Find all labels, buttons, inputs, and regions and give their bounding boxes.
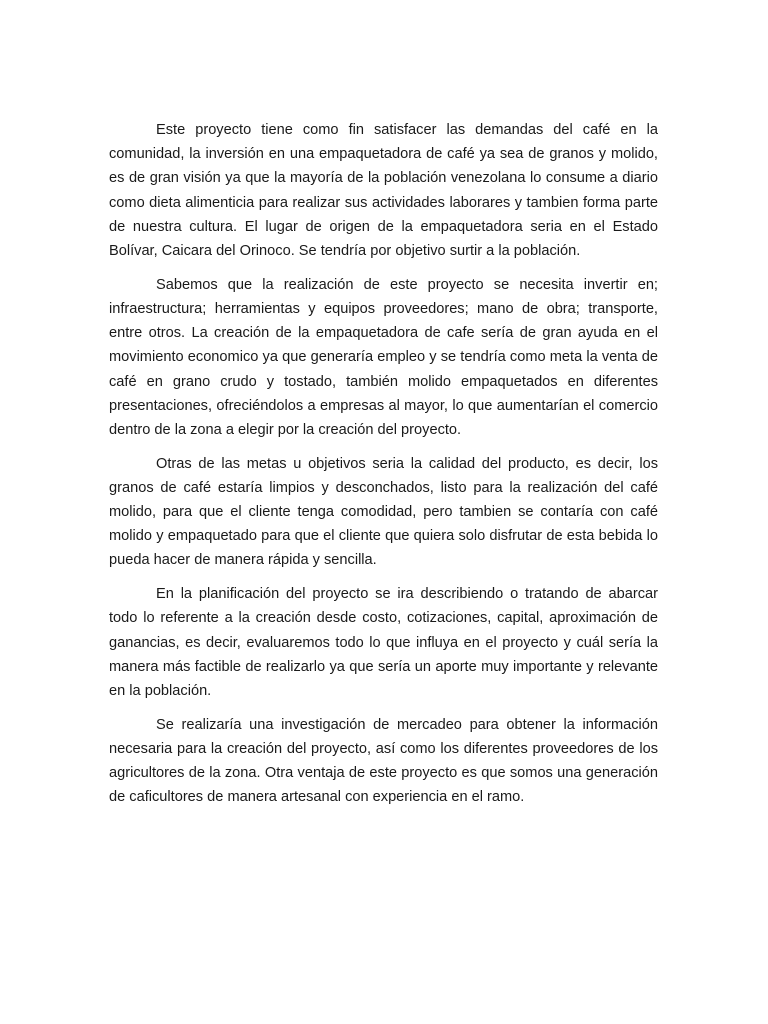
paragraph-1: Este proyecto tiene como fin satisfacer las demandas del café en la comunidad, la inversión en una empaquetadora de café ya sea de granos y molido, es de gran visión ya que la mayoría de la población venezolana lo consume a diario como dieta alimenticia para realizar sus actividades laborares y tambien forma parte de nuestra cultura. El lugar de origen de la empaquetadora seria en el Estado Bolívar, Caicara del Orinoco. Se tendría por objetivo surtir a la población. bbox=[109, 122, 658, 260]
paragraph-5: Se realizaría una investigación de mercadeo para obtener la información necesaria para la creación del proyecto, así como los diferentes proveedores de los agricultores de la zona. Otra ventaja de este proyecto es que somos una generación de caficultores de manera artesanal con experiencia en el ramo. bbox=[109, 716, 658, 806]
paragraph-3: Otras de las metas u objetivos seria la calidad del producto, es decir, los granos de café estaría limpios y desconchados, listo para la realización del café molido, para que el cliente tenga comodidad, pero tambien se contaría con café molido y empaquetado para que el cliente que quiera solo disfrutar de esta bebida lo pueda hacer de manera rápida y sencilla. bbox=[109, 455, 658, 569]
document-body bbox=[109, 118, 658, 809]
paragraph-2: Sabemos que la realización de este proyecto se necesita invertir en; infraestructura; herramientas y equipos proveedores; mano de obra; transporte, entre otros. La creación de la empaquetadora de cafe sería de gran ayuda en el movimiento economico ya que generaría empleo y se tendría como meta la venta de café en grano crudo y tostado, también molido empaquetados en diferentes presentaciones, ofreciéndolos a empresas al mayor, lo que aumentarían el comercio dentro de la zona a elegir por la creación del proyecto. bbox=[109, 276, 658, 438]
paragraph-4: En la planificación del proyecto se ira describiendo o tratando de abarcar todo lo referente a la creación desde costo, cotizaciones, capital, aproximación de ganancias, es decir, evaluaremos todo lo que influya en el proyecto y cuál sería la manera más factible de realizarlo ya que sería un aporte muy importante y relevante en la población. bbox=[109, 586, 658, 699]
